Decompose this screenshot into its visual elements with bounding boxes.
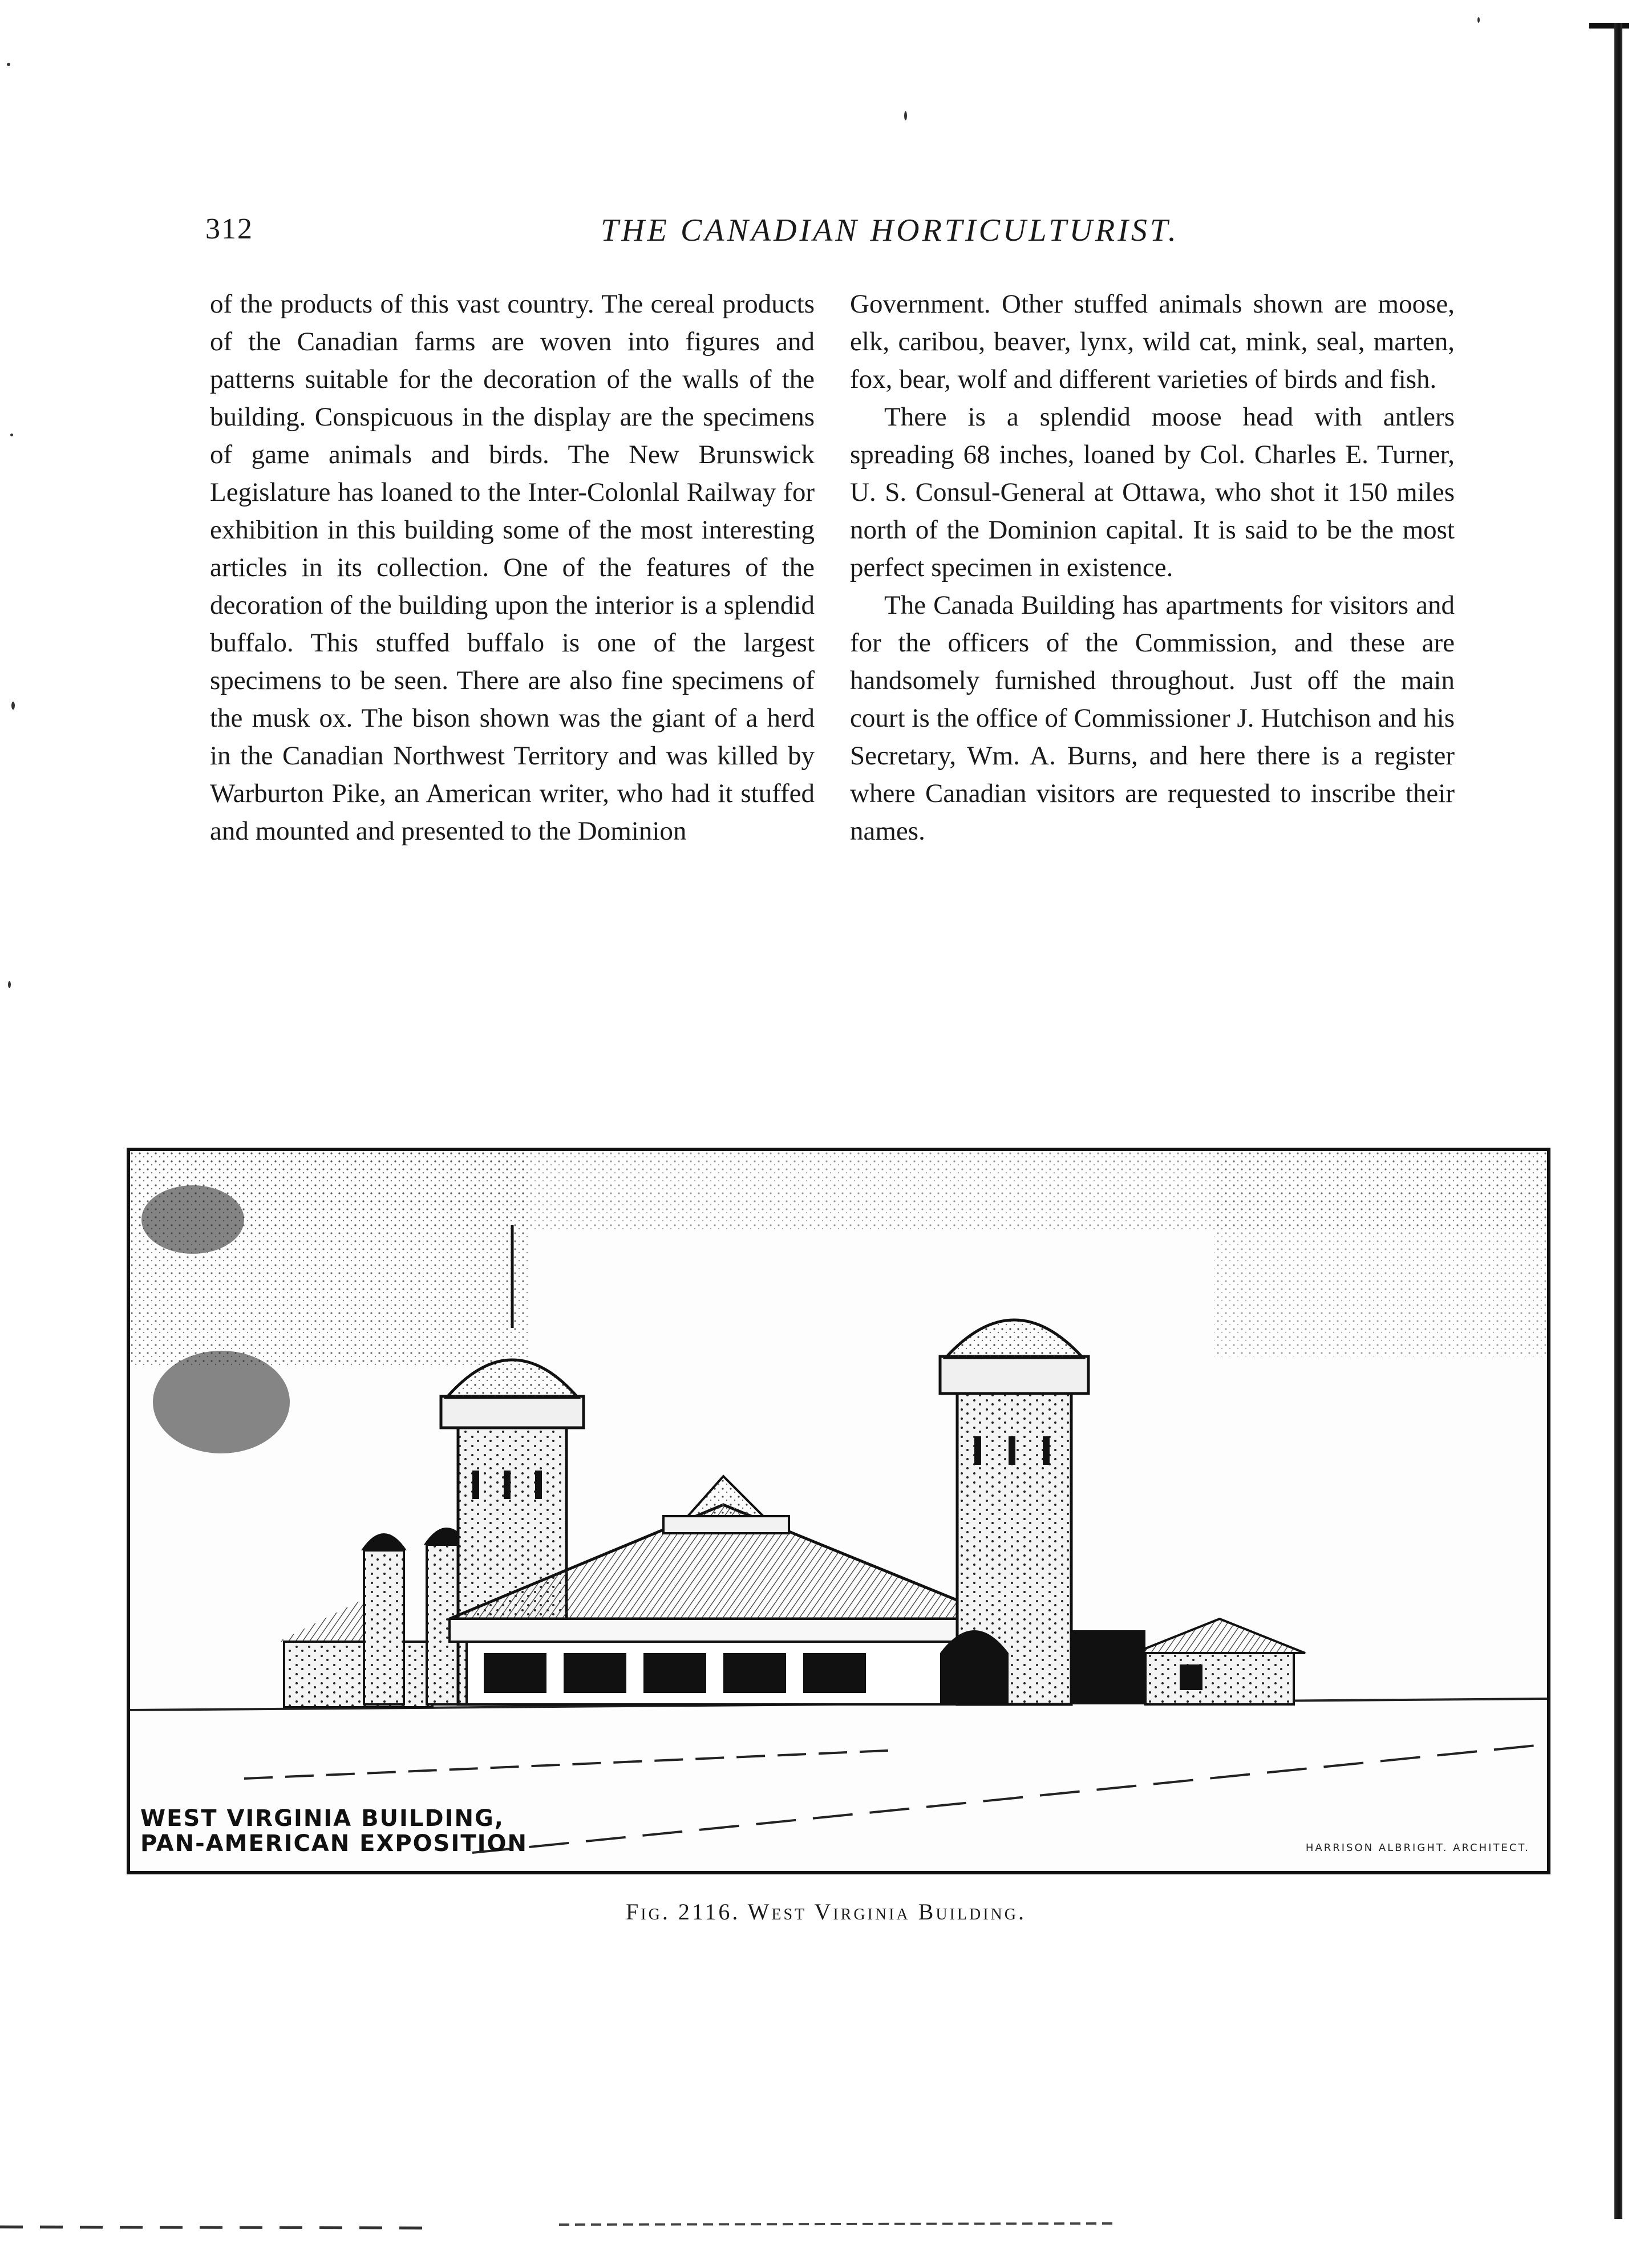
building-engraving (130, 1151, 1547, 1871)
paragraph: of the products of this vast country. The cereal products of the Canadian farms are woven into figures and patterns suitable for the decoration of the walls of the building. Conspicuous in the display are the specimens of game animals and birds. The New Brunswick Legislature has loaned to the Inter-Colonlal Railway for exhibition in this building some of the most interesting articles in its collection. One of the features of the decoration of the building upon the interior is a splendid buffalo. This stuffed buffalo is one of the largest specimens to be seen. There are also fine specimens of the musk ox. The bison shown was the giant of a herd in the Canadian Northwest Territory and was killed by Warburton Pike, an American writer, who had it stuffed and mounted and presented to the Dominion (210, 289, 815, 846)
scan-speck (904, 111, 907, 120)
text-column-left (210, 285, 815, 850)
paragraph: The Canada Building has apartments for visitors and for the officers of the Commission, and these are handsomely furnished throughout. Just off the main court is the office of Commissioner J. Hutchison and his Secretary, Wm. A. Burns, and here there is a register where Canadian visitors are requested to inscribe their names. (850, 590, 1455, 846)
running-title: THE CANADIAN HORTICULTURIST. (601, 213, 1179, 248)
plate-caption-line1: WEST VIRGINIA BUILDING, (140, 1805, 504, 1832)
paragraph: Government. Other stuffed animals shown are moose, elk, caribou, beaver, lynx, wild cat, mink, seal, marten, fox, bear, wolf and different varieties of birds and fish. (850, 289, 1455, 394)
scan-speck (8, 981, 11, 988)
paragraph: There is a splendid moose head with antlers spreading 68 inches, loaned by Col. Charles E. Turner, U. S. Consul-General at Ottawa, who shot it 150 miles north of the Dominion capital. It is said to be the most perfect specimen in existence. (850, 402, 1455, 582)
scan-speck (11, 702, 15, 710)
building-illustration (127, 1148, 1550, 1874)
bottom-scan-noise (0, 2213, 1652, 2236)
architect-credit: HARRISON ALBRIGHT. ARCHITECT. (1305, 1842, 1530, 1854)
plate-caption (140, 1806, 528, 1856)
plate-caption-line2: PAN-AMERICAN EXPOSITION (140, 1830, 528, 1857)
scan-speck (7, 63, 10, 66)
page-edge-cap (1589, 23, 1629, 29)
scan-speck (10, 434, 13, 436)
page-header (205, 212, 1466, 269)
figure-caption: Fig. 2116. West Virginia Building. (626, 1899, 1026, 1925)
text-column-right (850, 285, 1455, 850)
page-edge-rule (1614, 23, 1622, 2219)
page-number: 312 (205, 213, 253, 245)
scan-speck (1477, 17, 1480, 23)
